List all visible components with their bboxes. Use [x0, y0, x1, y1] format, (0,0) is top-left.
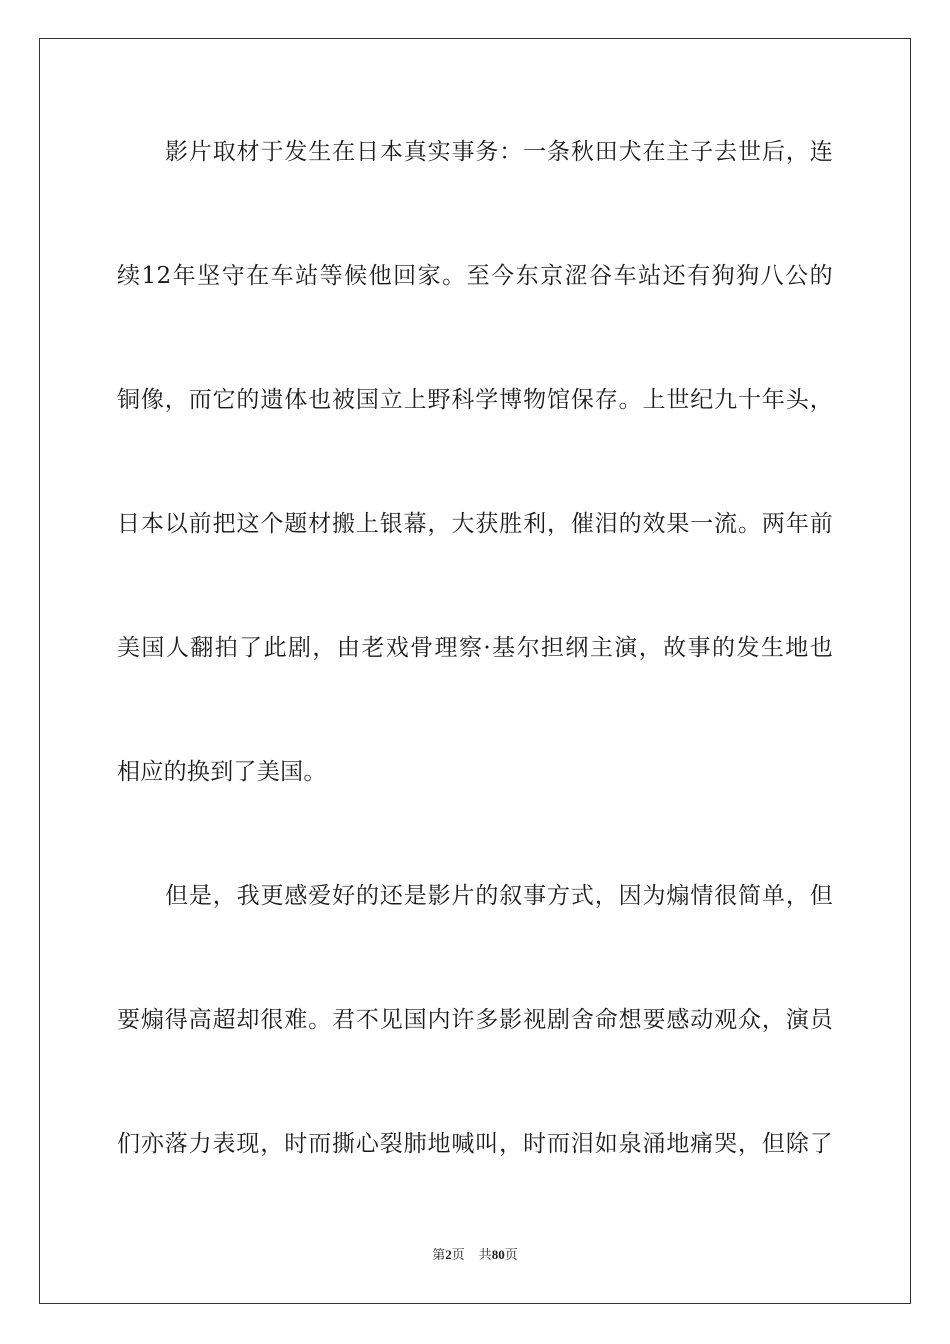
text-line: 影片取材于发生在日本真实事务：一条秋田犬在主子去世后，连 — [165, 139, 833, 165]
page-prefix: 第 — [432, 1248, 446, 1263]
page-border — [39, 38, 911, 1304]
page-number: 2 — [445, 1247, 452, 1262]
page-suffix: 页 — [451, 1248, 465, 1263]
text-line: 相应的换到了美国。 — [117, 759, 327, 785]
total-suffix: 页 — [504, 1248, 518, 1263]
total-pages: 80 — [491, 1247, 505, 1262]
text-line: 要煽得高超却很难。君不见国内许多影视剧舍命想要感动观众，演员 — [117, 1007, 833, 1033]
text-line: 日本以前把这个题材搬上银幕，大获胜利，催泪的效果一流。两年前 — [117, 511, 833, 537]
text-line: 们亦落力表现，时而撕心裂肺地喊叫，时而泪如泉涌地痛哭，但除了 — [117, 1131, 833, 1157]
text-line: 但是，我更感爱好的还是影片的叙事方式，因为煽情很简单，但 — [165, 883, 833, 909]
text-line: 美国人翻拍了此剧，由老戏骨理察·基尔担纲主演，故事的发生地也 — [117, 635, 833, 661]
total-prefix: 共 — [478, 1248, 492, 1263]
text-line: 续12年坚守在车站等候他回家。至今东京涩谷车站还有狗狗八公的 — [117, 263, 833, 289]
page-footer — [0, 1246, 950, 1265]
text-line: 铜像，而它的遗体也被国立上野科学博物馆保存。上世纪九十年头， — [117, 387, 833, 413]
